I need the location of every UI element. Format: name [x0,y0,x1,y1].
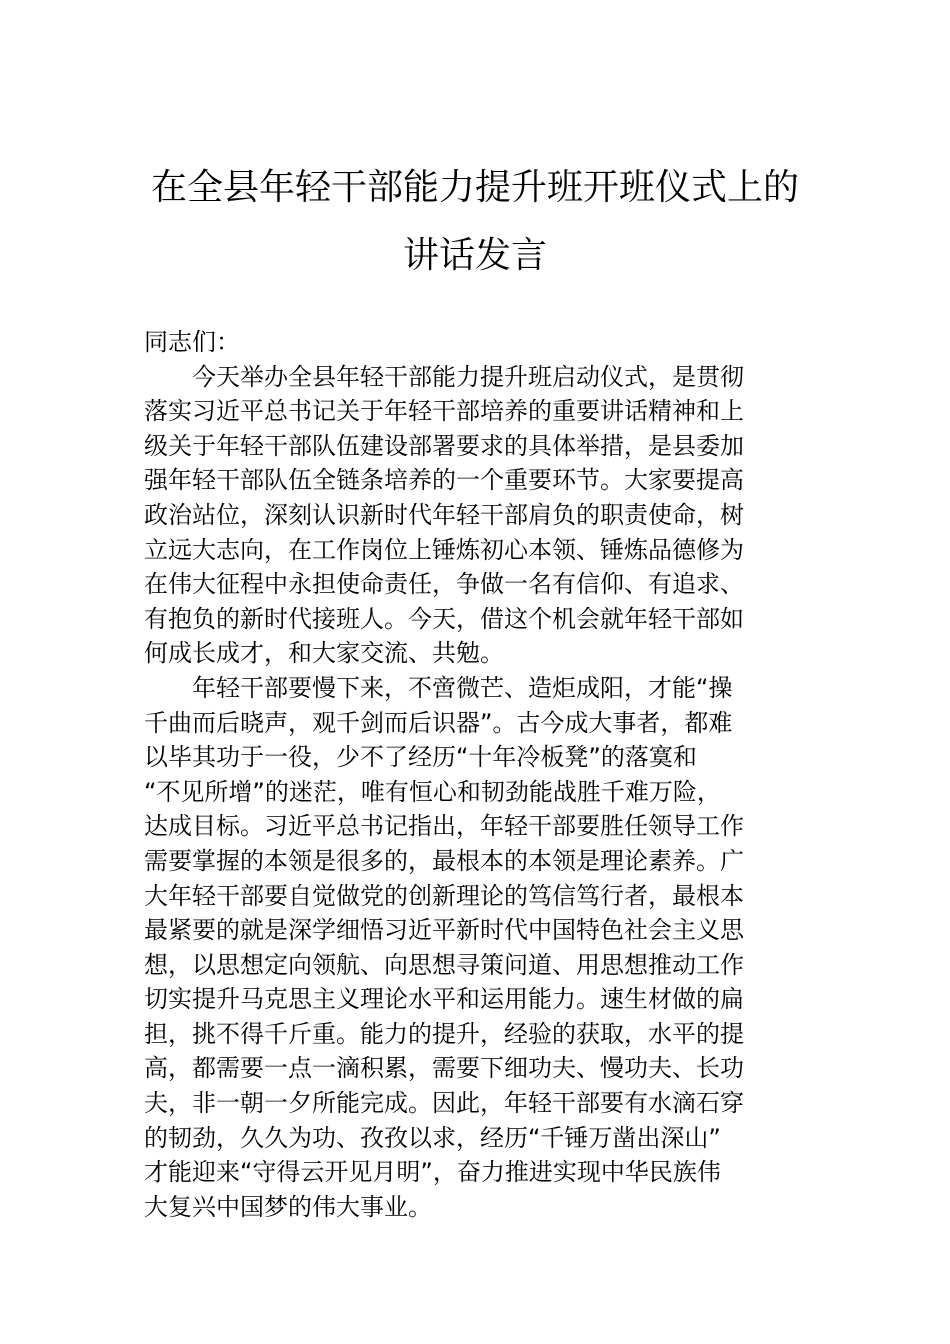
paragraph-2-line: 需要掌握的本领是很多的，最根本的本领是理论素养。广 [144,846,744,875]
paragraph-2-line: 大复兴中国梦的伟大事业。 [144,1192,432,1221]
document-body [144,325,810,1224]
paragraph-2-line: 切实提升马克思主义理论水平和运用能力。速生材做的扁 [144,985,744,1014]
paragraph-2-line: 大年轻干部要自觉做党的创新理论的笃信笃行者，最根本 [144,881,744,910]
paragraph-2-line: 高，都需要一点一滴积累，需要下细功夫、慢功夫、长功 [144,1054,744,1083]
paragraph-2-line: 年轻干部要慢下来，不啻微芒、造炬成阳，才能“操 [192,673,733,702]
paragraph-2-line: 才能迎来“守得云开见月明”，奋力推进实现中华民族伟 [144,1158,721,1187]
paragraph-1-line: 强年轻干部队伍全链条培养的一个重要环节。大家要提高 [144,466,744,495]
paragraph-2-line: 想，以思想定向领航、向思想寻策问道、用思想推动工作 [144,950,744,979]
document-title-line-2: 讲话发言 [402,235,547,276]
paragraph-1-line: 有抱负的新时代接班人。今天，借这个机会就年轻干部如 [144,604,744,633]
paragraph-2-line: 夫，非一朝一夕所能完成。因此，年轻干部要有水滴石穿 [144,1089,744,1118]
paragraph-2-line: “不见所增”的迷茫，唯有恒心和韧劲能战胜千难万险， [144,777,721,806]
paragraph-1-line: 立远大志向，在工作岗位上锤炼初心本领、锤炼品德修为 [144,535,744,564]
paragraph-2-line: 最紧要的就是深学细悟习近平新时代中国特色社会主义思 [144,916,744,945]
paragraph-1-line: 级关于年轻干部队伍建设部署要求的具体举措，是县委加 [144,431,744,460]
paragraph-1-line: 在伟大征程中永担使命责任，争做一名有信仰、有追求、 [144,570,744,599]
paragraph-2-line: 担，挑不得千斤重。能力的提升，经验的获取，水平的提 [144,1019,744,1048]
document-title-line-1: 在全县年轻干部能力提升班开班仪式上的 [150,167,799,208]
paragraph-1-line: 今天举办全县年轻干部能力提升班启动仪式，是贯彻 [192,362,744,391]
paragraph-1-line: 落实习近平总书记关于年轻干部培养的重要讲话精神和上 [144,397,744,426]
paragraph-2-line: 的韧劲，久久为功、孜孜以求，经历“千锤万凿出深山” [144,1123,721,1152]
paragraph-2-line: 达成目标。习近平总书记指出，年轻干部要胜任领导工作 [144,812,744,841]
paragraph-1-line: 何成长成才，和大家交流、共勉。 [144,639,504,668]
paragraph-2-line: 千曲而后晓声，观千剑而后识器”。古今成大事者，都难 [144,708,733,737]
paragraph-2-line: 以毕其功于一役，少不了经历“十年冷板凳”的落寞和 [144,743,697,772]
greeting: 同志们： [144,328,240,356]
paragraph-1-line: 政治站位，深刻认识新时代年轻干部肩负的职责使命，树 [144,500,744,529]
